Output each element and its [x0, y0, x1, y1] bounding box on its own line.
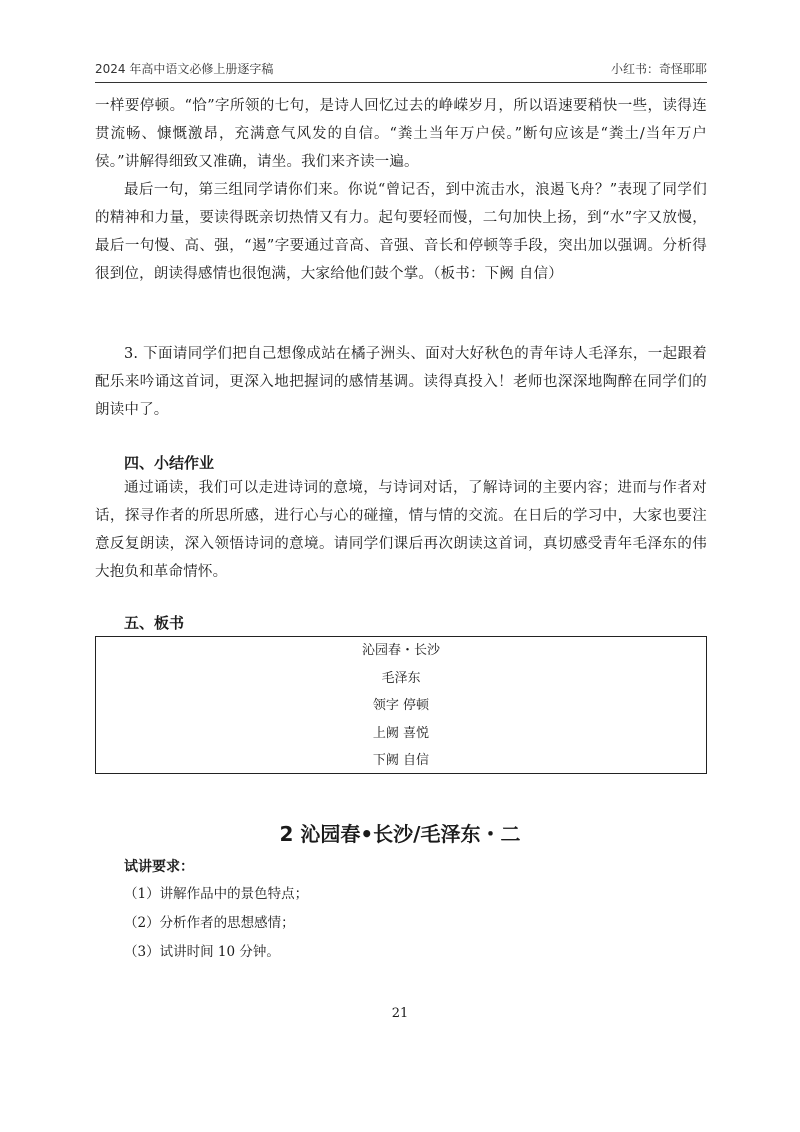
paragraph-summary: 通过诵读，我们可以走进诗词的意境，与诗词对话，了解诗词的主要内容；进而与作者对话，探寻作者的所思所感，进行心与心的碰撞，情与情的交流。在日后的学习中，大家也要注意反复朗读，深入领悟诗词的意境。请同学们课后再次朗读这首词，真切感受青年毛泽东的伟大抱负和革命情怀。	[95, 480, 707, 580]
requirement-item: （1）讲解作品中的景色特点；	[124, 886, 309, 902]
requirement-item: （3）试讲时间 10 分钟。	[124, 944, 280, 960]
heading-summary: 四、小结作业	[124, 454, 215, 472]
requirements-list	[124, 880, 308, 967]
board-line-second-stanza: 下阙 自信	[372, 753, 430, 769]
heading-board: 五、板书	[124, 614, 185, 632]
paragraph-last-sentence: 最后一句，第三组同学请你们来。你说“曾记否，到中流击水，浪遏飞舟？”表现了同学们的精神和力量，要读得既亲切热情又有力。起句要轻而慢，二句加快上扬，到“水”字又放慢，最后一句慢、高、强，“遏”字要通过音高、音强、音长和停顿等手段，突出加以强调。分析得很到位，朗读得感情也很饱满，大家给他们鼓个掌。（板书：下阙 自信）	[95, 182, 707, 282]
page-number: 21	[391, 1006, 409, 1021]
header-author: 小红书：奇怪耶耶	[610, 62, 707, 76]
board-line-author: 毛泽东	[381, 670, 421, 686]
board-line-leading-word: 领字 停顿	[372, 698, 430, 714]
header-document-title: 2024 年高中语文必修上册逐字稿	[95, 62, 274, 76]
blackboard-box	[95, 636, 707, 774]
paragraph-recitation: 3. 下面请同学们把自己想像成站在橘子洲头、面对大好秋色的青年诗人毛泽东，一起跟着配乐来吟诵这首词，更深入地把握词的感情基调。读得真投入！老师也深深地陶醉在同学们的朗读中了。	[95, 346, 707, 418]
page-header	[95, 56, 707, 83]
paragraph-pause-explanation: 一样要停顿。“恰”字所领的七句，是诗人回忆过去的峥嵘岁月，所以语速要稍快一些，读得连贯流畅、慷慨激昂，充满意气风发的自信。“粪土当年万户侯。”断句应该是“粪土/当年万户侯。”讲解得细致又准确，请坐。我们来齐读一遍。	[95, 98, 707, 170]
lesson-title: 2 沁园春•长沙/毛泽东・二	[279, 822, 521, 846]
board-line-title: 沁园春・长沙	[361, 643, 440, 658]
requirement-item: （2）分析作者的思想感情；	[124, 915, 295, 931]
requirements-label: 试讲要求：	[124, 859, 194, 875]
board-line-first-stanza: 上阙 喜悦	[372, 725, 430, 741]
